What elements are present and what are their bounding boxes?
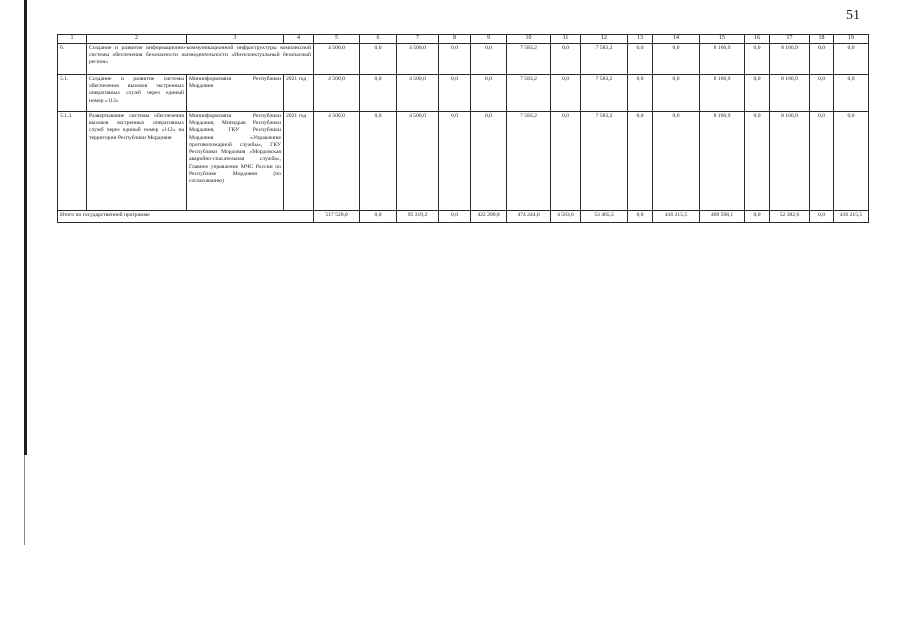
value-cell: 0,0 xyxy=(628,111,653,210)
event-name-cell: Создание и развитие информационно-коммуникационной инфраструктуры комплексной системы обеспечения безопасности жизнедеятельности «Интеллектуальный безопасный регион» xyxy=(87,43,314,74)
value-cell: 0,0 xyxy=(653,111,700,210)
executor-cell: Мининформсвязи Республики Мордовия xyxy=(187,74,284,111)
total-value-cell: 53 465,5 xyxy=(581,210,628,222)
total-value-cell: 4 563,6 xyxy=(551,210,581,222)
event-name-cell: Развертывание системы обеспечения вызовов экстренных оперативных служб через единый номер «112» на территории Республики Мордовия xyxy=(87,111,187,210)
total-value-cell: 95 319,2 xyxy=(397,210,439,222)
value-cell: 0,0 xyxy=(471,43,507,74)
header-cell: 15 xyxy=(700,35,745,44)
row-number-cell: 5.1.3. xyxy=(58,111,87,210)
header-cell: 9 xyxy=(471,35,507,44)
scan-left-edge-line xyxy=(24,455,25,545)
row-number-cell: 5.1. xyxy=(58,74,87,111)
budget-table xyxy=(57,34,869,223)
header-row xyxy=(58,35,869,44)
value-cell: 0,0 xyxy=(471,111,507,210)
value-cell: 0,0 xyxy=(551,43,581,74)
value-cell: 0,0 xyxy=(834,43,869,74)
value-cell: 7 583,2 xyxy=(581,43,628,74)
total-value-cell: 422 200,8 xyxy=(471,210,507,222)
header-cell: 17 xyxy=(770,35,810,44)
value-cell: 0,0 xyxy=(745,74,770,111)
value-cell: 8 166,9 xyxy=(770,111,810,210)
total-value-cell: 468 598,1 xyxy=(700,210,745,222)
header-cell: 12 xyxy=(581,35,628,44)
value-cell: 0,0 xyxy=(551,111,581,210)
value-cell: 0,0 xyxy=(834,111,869,210)
total-value-cell: 416 215,5 xyxy=(653,210,700,222)
value-cell: 0,0 xyxy=(810,111,834,210)
total-value-cell: 0,0 xyxy=(810,210,834,222)
total-value-cell: 0,0 xyxy=(745,210,770,222)
total-value-cell: 52 382,6 xyxy=(770,210,810,222)
header-cell: 19 xyxy=(834,35,869,44)
header-cell: 13 xyxy=(628,35,653,44)
value-cell: 8 166,9 xyxy=(770,43,810,74)
value-cell: 4 500,0 xyxy=(314,74,360,111)
header-cell: 18 xyxy=(810,35,834,44)
value-cell: 8 166,9 xyxy=(700,74,745,111)
value-cell: 8 166,9 xyxy=(770,74,810,111)
value-cell: 0,0 xyxy=(360,74,397,111)
value-cell: 0,0 xyxy=(653,74,700,111)
value-cell: 0,0 xyxy=(653,43,700,74)
header-cell: 6 xyxy=(360,35,397,44)
value-cell: 4 500,0 xyxy=(397,43,439,74)
value-cell: 4 500,0 xyxy=(397,111,439,210)
value-cell: 7 583,2 xyxy=(507,74,551,111)
value-cell: 0,0 xyxy=(439,43,471,74)
value-cell: 8 166,9 xyxy=(700,43,745,74)
value-cell: 8 166,9 xyxy=(700,111,745,210)
scan-left-edge-bar xyxy=(24,0,27,455)
row-number-cell: 6. xyxy=(58,43,87,74)
value-cell: 4 500,0 xyxy=(314,43,360,74)
total-value-cell: 0,0 xyxy=(439,210,471,222)
value-cell: 0,0 xyxy=(551,74,581,111)
header-cell: 3 xyxy=(187,35,284,44)
total-value-cell: 0,0 xyxy=(360,210,397,222)
header-cell: 1 xyxy=(58,35,87,44)
value-cell: 7 583,2 xyxy=(581,111,628,210)
value-cell: 0,0 xyxy=(834,74,869,111)
value-cell: 0,0 xyxy=(810,74,834,111)
value-cell: 4 500,0 xyxy=(397,74,439,111)
header-cell: 10 xyxy=(507,35,551,44)
total-value-cell: 517 520,0 xyxy=(314,210,360,222)
executor-cell: Мининформсвязи Республики Мордовия, Минздрав Республики Мордовия, ГКУ Республики Мордовия «Управление противопожарной службы», ГКУ Республики Мордовия «Мордовская аварийно-спасательная служба», Главное управление МЧС России по Республике Мордовия (по согласованию) xyxy=(187,111,284,210)
value-cell: 0,0 xyxy=(439,74,471,111)
value-cell: 7 583,2 xyxy=(507,111,551,210)
table-row xyxy=(58,111,869,210)
total-row xyxy=(58,210,869,222)
header-cell: 8 xyxy=(439,35,471,44)
value-cell: 0,0 xyxy=(810,43,834,74)
value-cell: 0,0 xyxy=(628,43,653,74)
value-cell: 0,0 xyxy=(745,111,770,210)
value-cell: 0,0 xyxy=(471,74,507,111)
value-cell: 0,0 xyxy=(439,111,471,210)
year-cell: 2021 год xyxy=(284,74,314,111)
header-cell: 11 xyxy=(551,35,581,44)
value-cell: 7 583,2 xyxy=(581,74,628,111)
total-value-cell: 416 215,5 xyxy=(834,210,869,222)
table-row xyxy=(58,43,869,74)
value-cell: 7 583,2 xyxy=(507,43,551,74)
header-cell: 4 xyxy=(284,35,314,44)
header-cell: 14 xyxy=(653,35,700,44)
header-cell: 7 xyxy=(397,35,439,44)
event-name-cell: Создание и развитие системы обеспечения вызовов экстренных оперативных служб через единый номер «112» xyxy=(87,74,187,111)
value-cell: 0,0 xyxy=(628,74,653,111)
table-body xyxy=(58,35,869,223)
header-cell: 5 xyxy=(314,35,360,44)
total-label-cell: Итого по государственной программе xyxy=(58,210,314,222)
header-cell: 2 xyxy=(87,35,187,44)
total-value-cell: 0,0 xyxy=(628,210,653,222)
value-cell: 0,0 xyxy=(745,43,770,74)
header-cell: 16 xyxy=(745,35,770,44)
value-cell: 4 500,0 xyxy=(314,111,360,210)
page-number: 51 xyxy=(846,8,860,23)
total-value-cell: 474 244,6 xyxy=(507,210,551,222)
table-row xyxy=(58,74,869,111)
value-cell: 0,0 xyxy=(360,111,397,210)
value-cell: 0,0 xyxy=(360,43,397,74)
year-cell: 2021 год xyxy=(284,111,314,210)
